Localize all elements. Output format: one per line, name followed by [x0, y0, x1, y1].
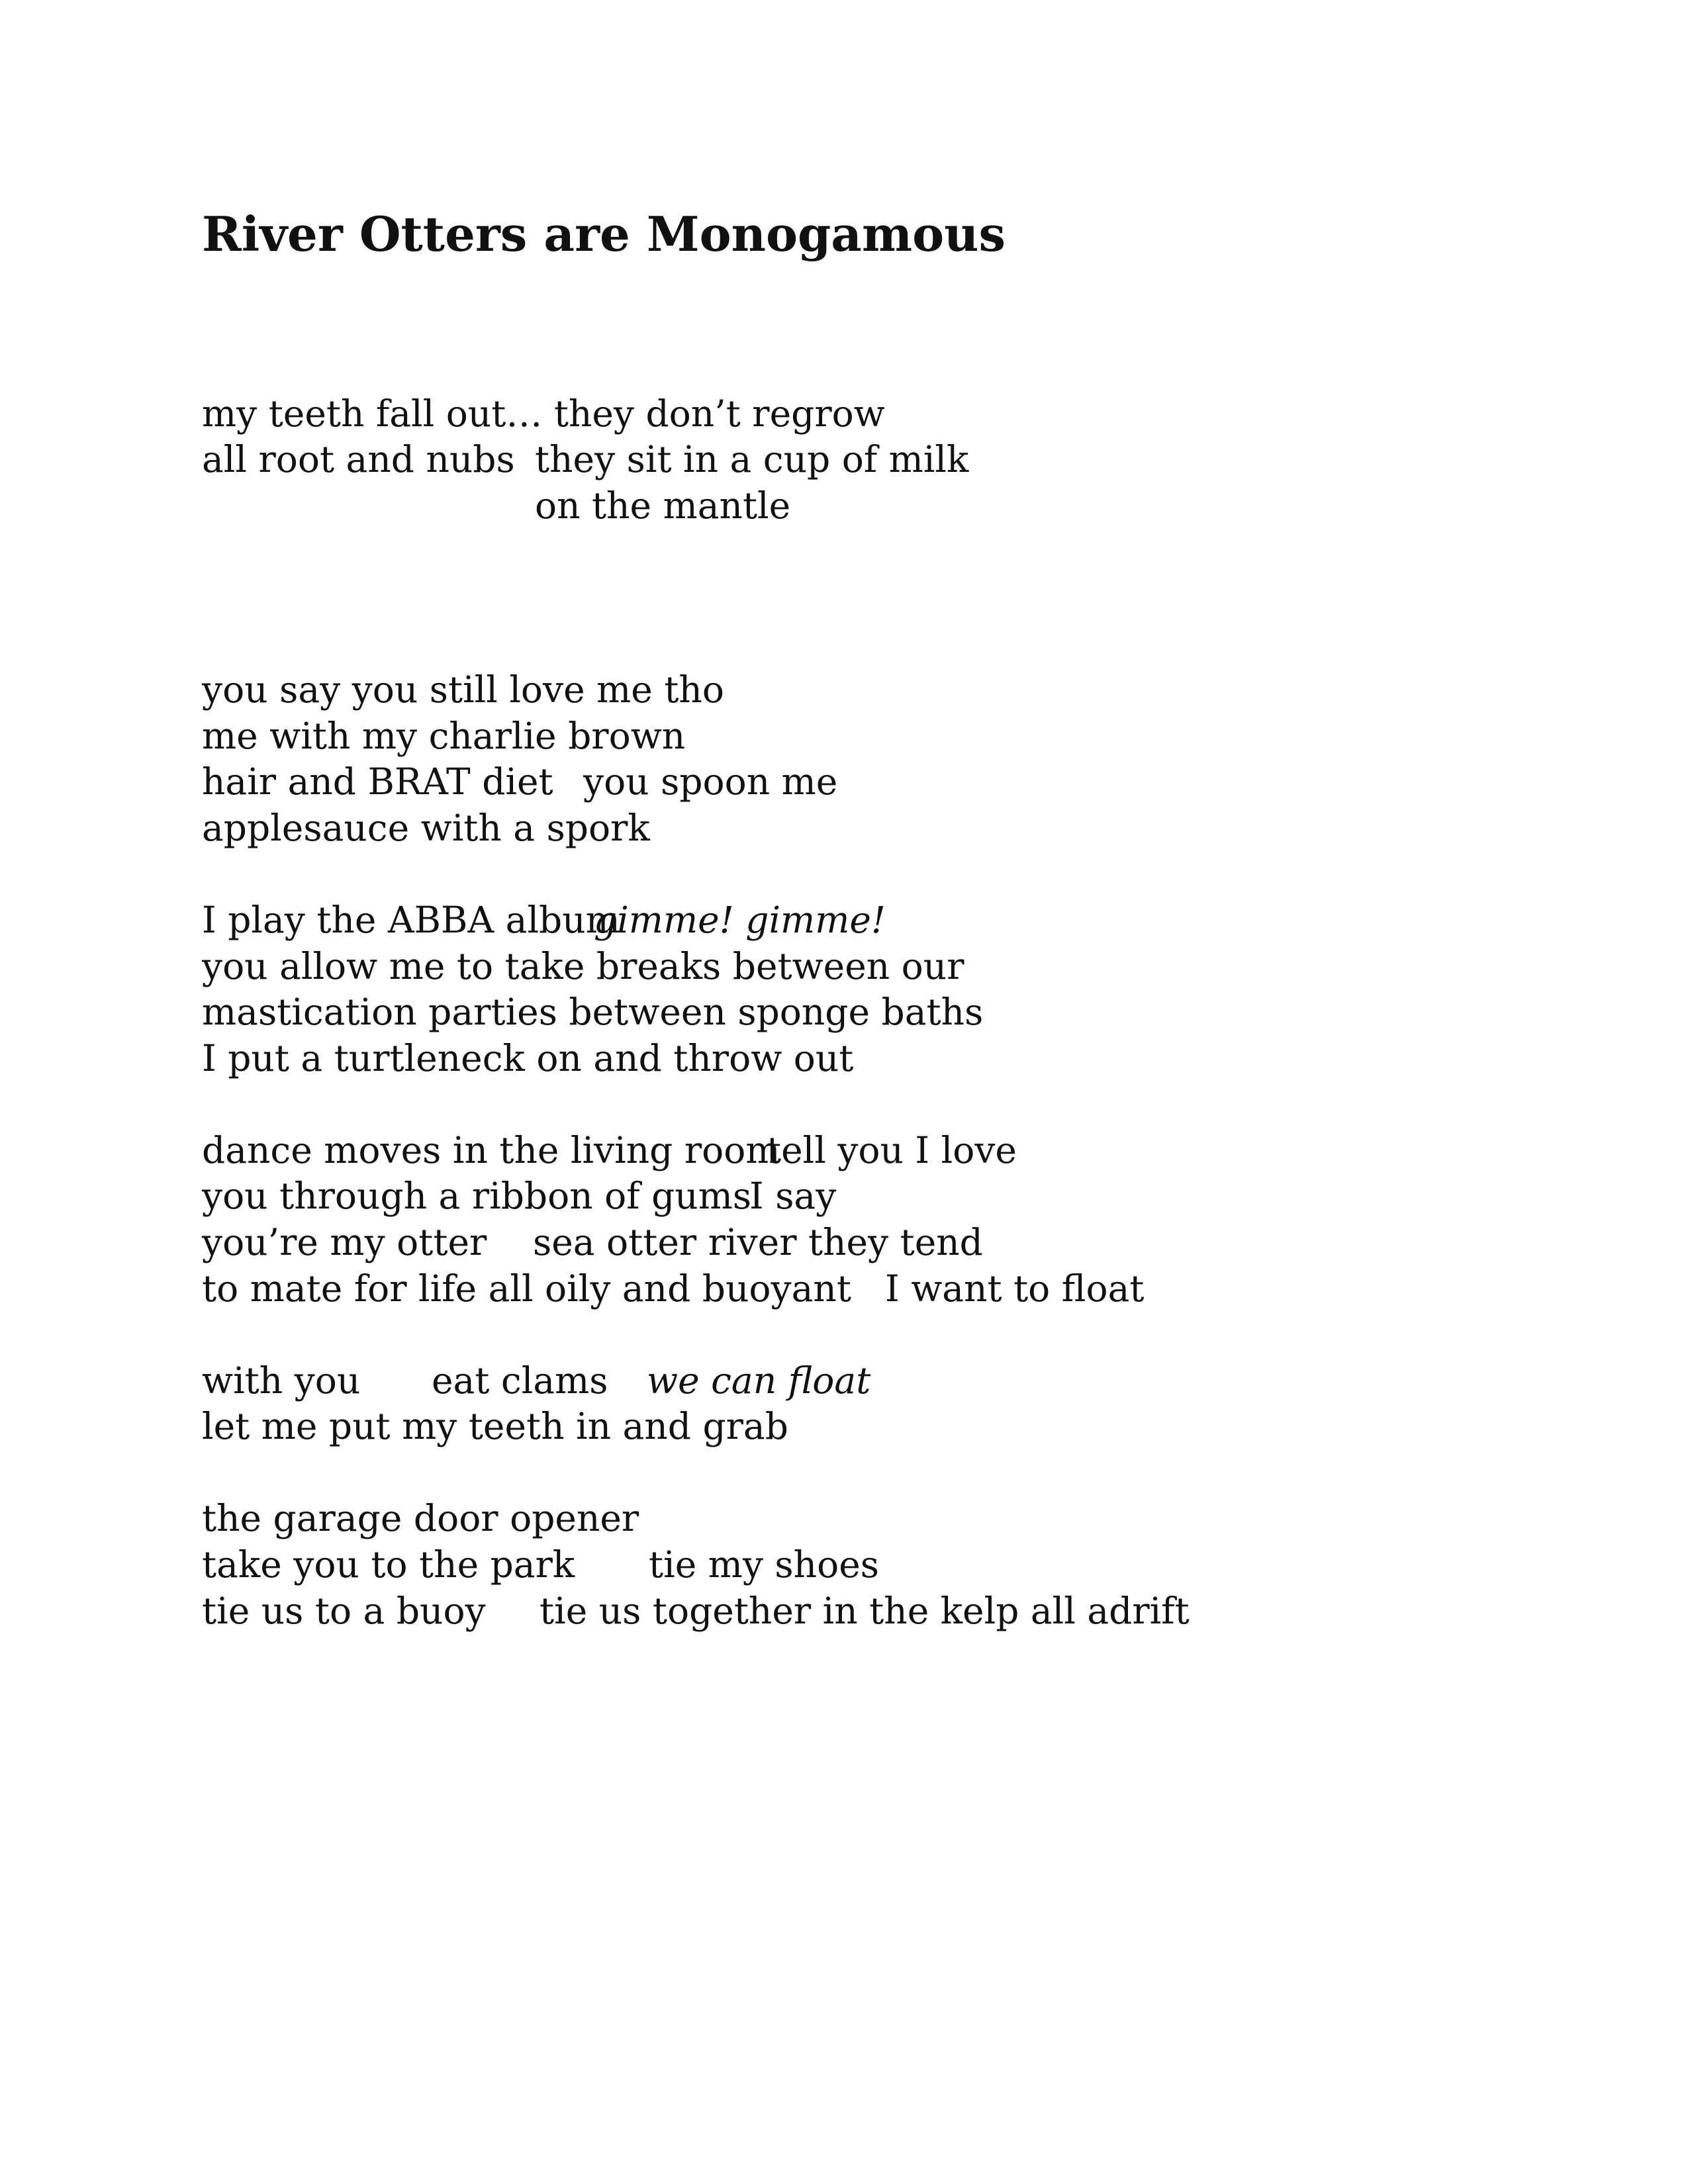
poem-line [202, 1357, 871, 1404]
poem-text: my teeth fall out… they don’t regrow [202, 392, 885, 435]
poem-line [202, 1219, 983, 1265]
poem-line [202, 713, 686, 759]
poem-line [202, 482, 791, 529]
poem-text: the garage door opener [202, 1497, 639, 1539]
poem-text: tie us together in the kelp all adrift [539, 1590, 1190, 1632]
poem-text: I say [749, 1175, 837, 1217]
poem-text: applesauce with a spork [202, 807, 650, 849]
poem-text: I put a turtleneck on and throw out [202, 1037, 854, 1079]
poem-text: hair and BRAT diet [202, 760, 553, 803]
poem-line [202, 1035, 854, 1081]
poem-text: I play the ABBA album [202, 899, 632, 941]
poem-line [202, 1127, 1017, 1173]
poem-text: tell you I love [767, 1129, 1017, 1171]
poem-text: eat clams [432, 1359, 608, 1402]
poem-line [202, 1495, 639, 1541]
poem-line [202, 805, 650, 851]
poem-text: to mate for life all oily and buoyant [202, 1267, 851, 1310]
poem-line [202, 1588, 1190, 1634]
poem-text: you spoon me [583, 760, 838, 803]
poem-text: tie us to a buoy [202, 1590, 486, 1632]
poem-text: on the mantle [535, 484, 791, 527]
poem-line [202, 943, 964, 989]
poem-text: mastication parties between sponge baths [202, 991, 984, 1033]
poem-text: dance moves in the living room [202, 1129, 780, 1171]
poem-text: let me put my teeth in and grab [202, 1405, 788, 1447]
poem-text: you through a ribbon of gums [202, 1175, 752, 1217]
poem-text: you say you still love me tho [202, 668, 724, 711]
poem-text: you allow me to take breaks between our [202, 945, 964, 987]
poem-text: with you [202, 1359, 361, 1402]
poem-line [202, 436, 969, 482]
poem-line [202, 1403, 788, 1449]
poem-text: all root and nubs [202, 438, 515, 480]
poem-line [202, 666, 724, 713]
poem-line [202, 1541, 879, 1588]
poem-line [202, 897, 886, 943]
poem-text: me with my charlie brown [202, 715, 686, 757]
poem-text: you’re my otter [202, 1221, 487, 1263]
poem-text: I want to float [885, 1267, 1145, 1310]
poem-text: tie my shoes [649, 1543, 879, 1586]
poem-text: they sit in a cup of milk [535, 438, 969, 480]
poem-text-italic: we can float [647, 1359, 871, 1402]
poem-text-italic: gimme! gimme! [594, 899, 886, 941]
poem-title: River Otters are Monogamous [202, 206, 1006, 262]
poem-text: sea otter river they tend [533, 1221, 983, 1263]
poem-line [202, 390, 885, 437]
poem-line [202, 1173, 837, 1219]
poem-text: take you to the park [202, 1543, 575, 1586]
poem-line [202, 758, 838, 805]
poem-line [202, 1265, 1145, 1312]
poem-line [202, 989, 984, 1035]
